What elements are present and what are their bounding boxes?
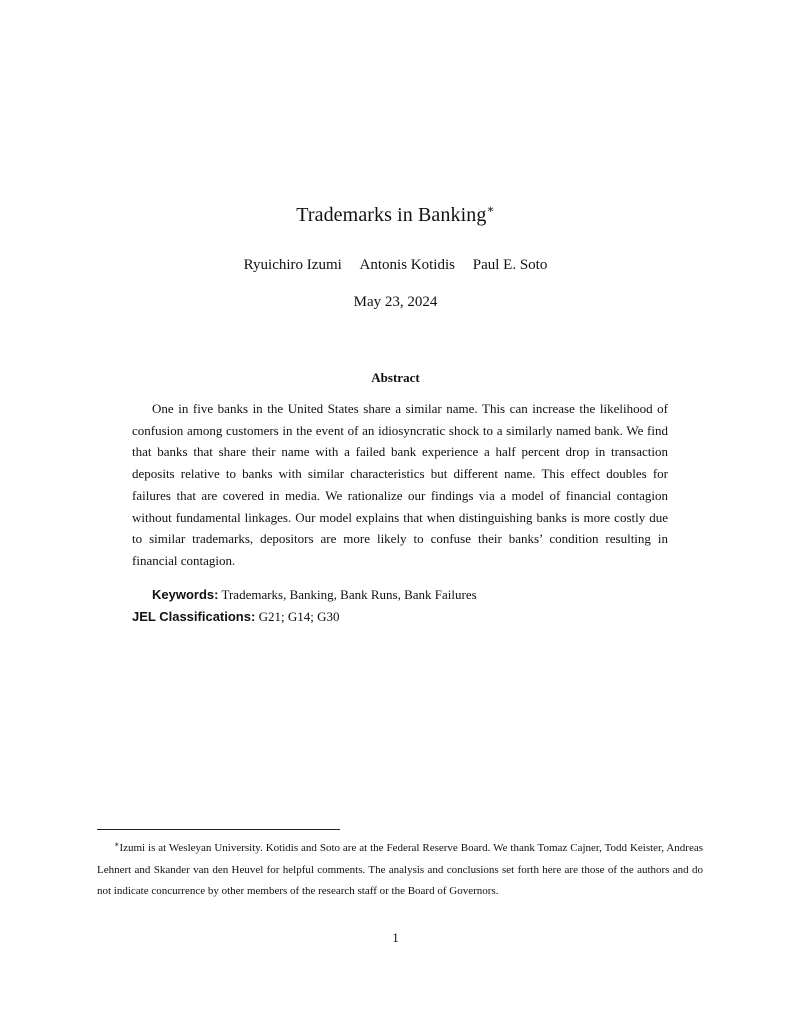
jel-value: G21; G14; G30 (258, 609, 340, 624)
jel-line (132, 609, 339, 625)
author-list (0, 257, 791, 274)
keywords-value: Trademarks, Banking, Bank Runs, Bank Failures (221, 587, 477, 602)
paper-title (0, 202, 791, 227)
page-number: 1 (392, 930, 399, 945)
keywords-label: Keywords: (152, 587, 219, 602)
footnote (97, 834, 703, 903)
abstract-body: One in five banks in the United States share a similar name. This can increase the likelihood of confusion among customers in the event of an idiosyncratic shock to a similarly named bank. We find that banks that share their name with a failed bank experience a half percent drop in transaction deposits relative to banks with similar characteristics but different name. This effect doubles for failures that are covered in media. We rationalize our findings via a model of financial contagion without fundamental linkages. Our model explains that when distinguishing banks is more costly due to similar trademarks, depositors are more likely to confuse their banks’ condition resulting in financial contagion. (132, 401, 668, 568)
title-text: Trademarks in Banking (296, 204, 487, 226)
jel-label: JEL Classifications: (132, 609, 256, 624)
footnote-mark: ∗ (114, 840, 120, 849)
title-footnote-mark: ∗ (486, 202, 495, 216)
author-name: Antonis Kotidis (359, 257, 455, 273)
footnote-divider (97, 829, 340, 830)
author-name: Paul E. Soto (472, 257, 548, 273)
keywords-line (152, 587, 477, 603)
author-name: Ryuichiro Izumi (243, 257, 342, 273)
abstract-heading: Abstract (371, 370, 420, 385)
paper-date: May 23, 2024 (353, 294, 438, 310)
footnote-text: Izumi is at Wesleyan University. Kotidis and Soto are at the Federal Reserve Board. We thank Tomaz Cajner, Todd Keister, Andreas Lehnert and Skander van den Heuvel for helpful comments. The analysis and conclusions set forth here are those of the authors and do not indicate concurrence by other members of the research staff or the Board of Governors. (97, 842, 703, 897)
